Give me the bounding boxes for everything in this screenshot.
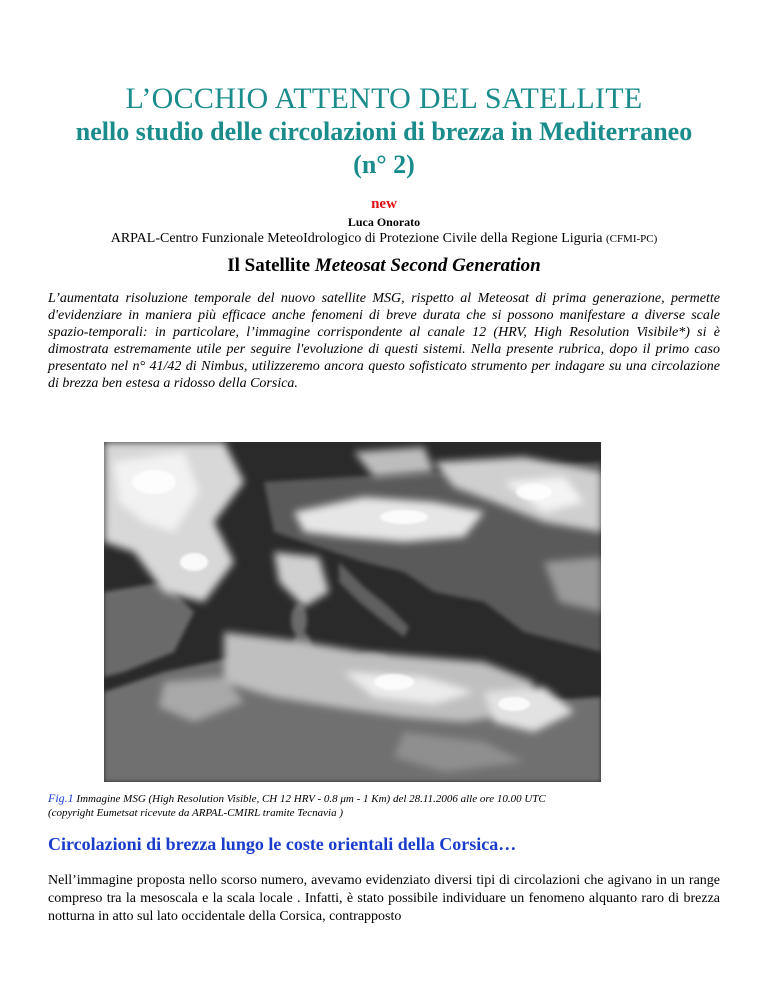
affiliation bbox=[0, 231, 768, 247]
new-badge: new bbox=[371, 196, 397, 212]
title-line-1: L’OCCHIO ATTENTO DEL SATELLITE bbox=[125, 82, 643, 115]
section-heading-prefix: Il Satellite bbox=[227, 255, 315, 276]
section-heading-italic: Meteosat Second Generation bbox=[314, 255, 541, 276]
figure-label: Fig.1 bbox=[48, 791, 74, 805]
figure-caption-line-1: Immagine MSG (High Resolution Visible, CH 12 HRV - 0.8 μm - 1 Km) del 28.11.2006 alle ore 10.00 UTC bbox=[76, 793, 546, 805]
figure-caption-line-2: (copyright Eumetsat ricevute da ARPAL-CMIRL tramite Tecnavia ) bbox=[48, 807, 344, 819]
title-line-2: nello studio delle circolazioni di brezza in Mediterraneo bbox=[75, 117, 693, 146]
satellite-image bbox=[104, 442, 601, 782]
affiliation-abbr: (CFMI-PC) bbox=[605, 233, 658, 245]
figure-caption bbox=[48, 791, 720, 820]
abstract-paragraph: L’aumentata risoluzione temporale del nuovo satellite MSG, rispetto al Meteosat di prima generazione, permette d'evidenziare in maniera più efficace anche fenomeni di breve durata che si possono manifestare a diverse scale spazio-temporali: in particolare, l’immagine corrispondente al canale 12 (HRV, High Resolution Visibile*) si è dimostrata estremamente utile per seguire l'evoluzione di questi sistemi. Nella presente rubrica, dopo il primo caso presentato nel n° 41/42 di Nimbus, utilizzeremo ancora questo sofisticato strumento per indagare su una circolazione di brezza ben estesa a ridosso della Corsica. bbox=[48, 291, 720, 391]
title-line-3: (n° 2) bbox=[353, 150, 415, 179]
affiliation-main: ARPAL-Centro Funzionale MeteoIdrologico di Protezione Civile della Regione Liguria bbox=[110, 231, 603, 246]
title-subtitle bbox=[0, 115, 768, 181]
body-paragraph: Nell’immagine proposta nello scorso numero, avevamo evidenziato diversi tipi di circolazioni che agivano in un range compreso tra la mesoscala e la scala locale . Infatti, è stato possibile individuare un fenomeno alquanto raro di brezza notturna in atto sul lato occidentale della Corsica, contrapposto bbox=[48, 873, 720, 924]
subsection-heading: Circolazioni di brezza lungo le coste orientali della Corsica… bbox=[48, 834, 517, 854]
section-heading bbox=[0, 255, 768, 277]
author-name: Luca Onorato bbox=[347, 215, 421, 229]
